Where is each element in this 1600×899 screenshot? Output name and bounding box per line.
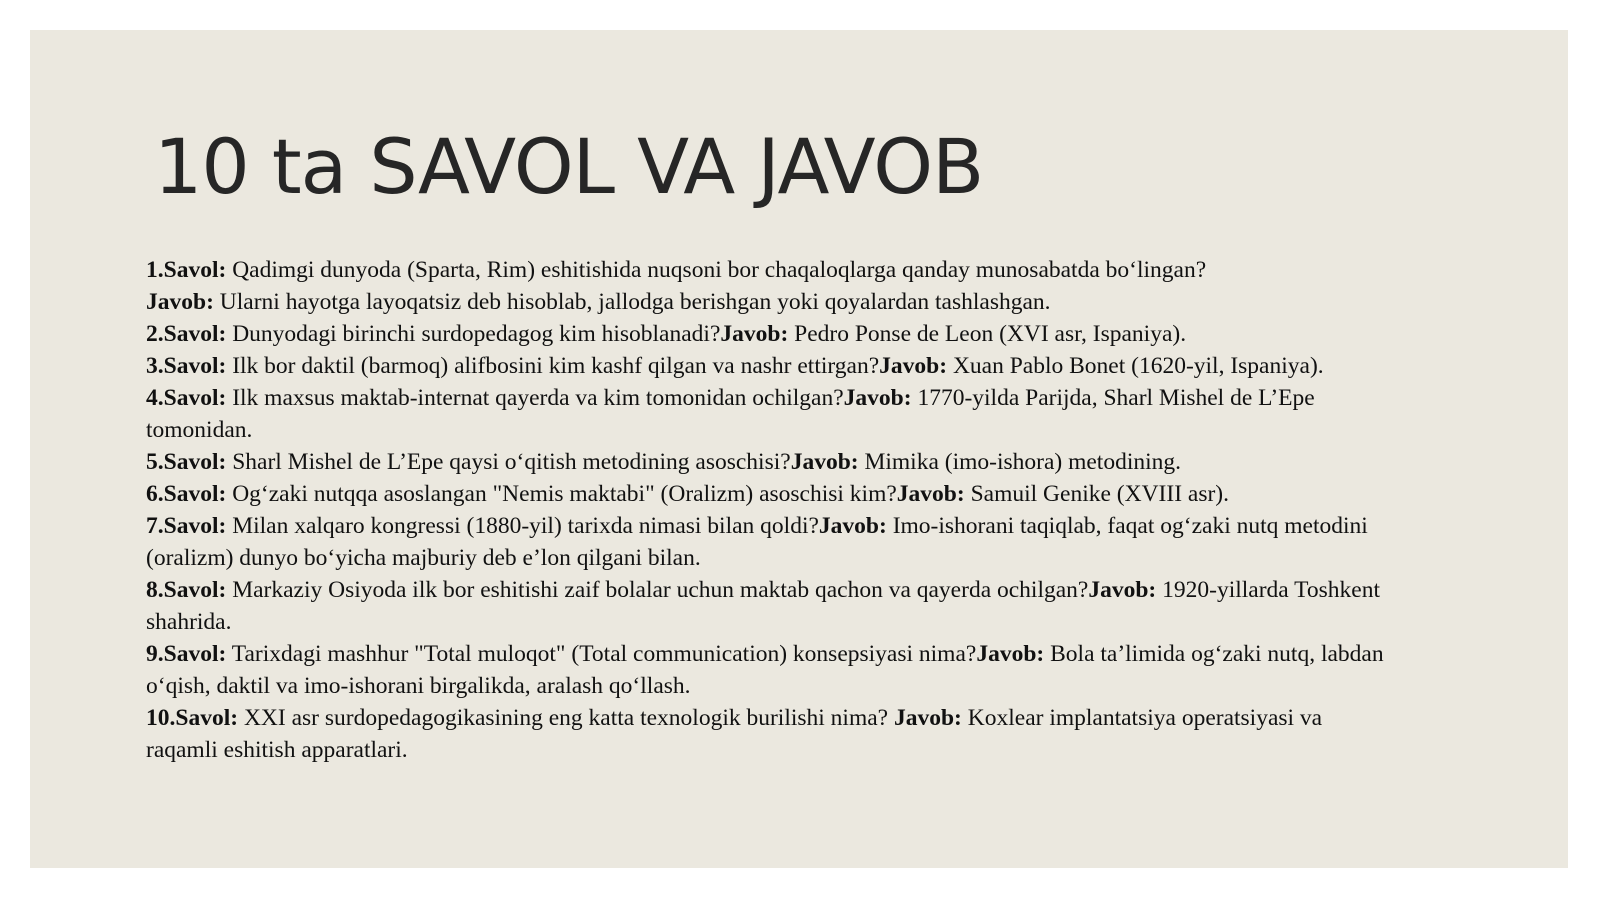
question-label: 8.Savol: [146,577,227,603]
answer-label: Javob: [976,641,1045,667]
question-text: Milan xalqaro kongressi (1880-yil) tarixda nimasi bilan qoldi? [226,513,819,539]
answer-text: Imo-ishorani taqiqlab, faqat og‘zaki nutq metodini (oralizm) dunyo bo‘yicha majburiy deb e’lon qilgani bilan. [146,513,1368,571]
qa-item-8 [146,574,1396,638]
qa-item-9 [146,638,1396,702]
answer-text: Mimika (imo-ishora) metodining. [858,449,1182,475]
answer-text: Samuil Genike (XVIII asr). [964,481,1229,507]
question-text: Markaziy Osiyoda ilk bor eshitishi zaif bolalar uchun maktab qachon va qayerda ochilgan? [226,577,1089,603]
answer-text: Bola ta’limida og‘zaki nutq, labdan o‘qish, daktil va imo-ishorani birgalikda, aralash qo‘llash. [146,641,1384,699]
question-text: Ilk maxsus maktab-internat qayerda va kim tomonidan ochilgan? [226,385,844,411]
question-label: 1.Savol: [146,257,227,283]
question-label: 6.Savol: [146,481,227,507]
question-text: XXI asr surdopedagogikasining eng katta texnologik burilishi nima? [238,705,894,731]
question-label: 4.Savol: [146,385,227,411]
answer-text: 1770-yilda Parijda, Sharl Mishel de L’Epe tomonidan. [146,385,1315,443]
question-text: Qadimgi dunyoda (Sparta, Rim) eshitishida nuqsoni bor chaqaloqlarga qanday munosabatda bo‘lingan? [226,257,1207,283]
answer-label: Javob: [720,321,789,347]
question-text: Og‘zaki nutqqa asoslangan "Nemis maktabi" (Oralizm) asoschisi kim? [226,481,897,507]
qa-item-2 [146,318,1396,350]
qa-item-1 [146,254,1396,318]
qa-item-4 [146,382,1396,446]
answer-label: Javob: [1088,577,1157,603]
answer-text: Koxlear implantatsiya operatsiyasi va raqamli eshitish apparatlari. [146,705,1323,763]
answer-text: 1920-yillarda Toshkent shahrida. [146,577,1380,635]
question-text: Sharl Mishel de L’Epe qaysi o‘qitish metodining asoschisi? [226,449,791,475]
qa-item-3 [146,350,1396,382]
answer-text: Xuan Pablo Bonet (1620-yil, Ispaniya). [947,353,1324,379]
answer-label: Javob: [818,513,887,539]
question-text: Ilk bor daktil (barmoq) alifbosini kim kashf qilgan va nashr ettirgan? [226,353,880,379]
answer-label: Javob: [896,481,965,507]
qa-item-5 [146,446,1396,478]
answer-text: Ularni hayotga layoqatsiz deb hisoblab, jallodga berishgan yoki qoyalardan tashlashgan. [213,289,1051,315]
question-label: 3.Savol: [146,353,227,379]
answer-label: Javob: [843,385,912,411]
question-label: 10.Savol: [146,705,239,731]
answer-label: Javob: [879,353,948,379]
question-label: 7.Savol: [146,513,227,539]
slide [30,30,1568,868]
question-text: Dunyodagi birinchi surdopedagog kim hisoblanadi? [226,321,721,347]
qa-list [146,254,1396,766]
answer-label: Javob: [790,449,859,475]
answer-text: Pedro Ponse de Leon (XVI asr, Ispaniya). [788,321,1187,347]
answer-label: Javob: [146,289,214,315]
question-label: 5.Savol: [146,449,227,475]
question-text: Tarixdagi mashhur "Total muloqot" (Total communication) konsepsiyasi nima? [226,641,977,667]
qa-item-7 [146,510,1396,574]
answer-label: Javob: [893,705,962,731]
qa-item-6 [146,478,1396,510]
qa-item-10 [146,702,1396,766]
question-label: 2.Savol: [146,321,227,347]
slide-title: 10 ta SAVOL VA JAVOB [154,122,984,211]
question-label: 9.Savol: [146,641,227,667]
